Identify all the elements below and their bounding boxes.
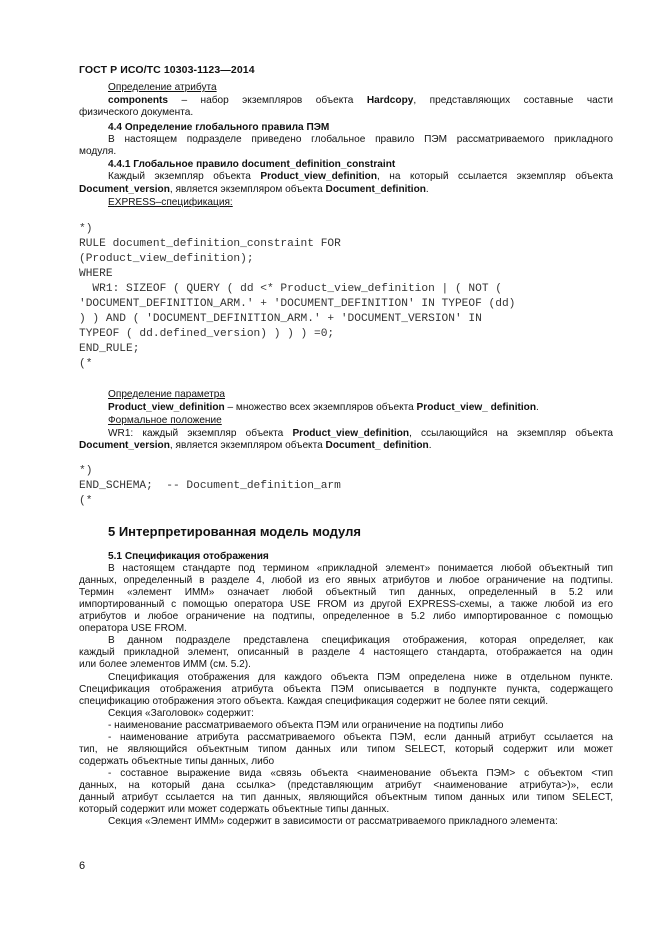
page-header: ГОСТ Р ИСО/ТС 10303-1123—2014 — [79, 64, 255, 76]
page-number: 6 — [79, 860, 86, 872]
section-5-title: 5 Интерпретированная модель модуля — [108, 524, 361, 539]
components-definition: components – набор экземпляров объекта Hardcopy, представляющих составные части — [108, 95, 613, 106]
body-line: оператора USE FROM. — [79, 623, 187, 635]
components-definition-cont: физического документа. — [79, 107, 194, 118]
body-line: - составное выражение вида «связь объекта <наименование объекта ПЭМ> с объектом <тип — [108, 767, 613, 779]
body-line: импортированный с помощью оператора USE FROM из другой EXPRESS-схемы, а также любой из его — [79, 599, 613, 611]
body-line: В настоящем стандарте под термином «прикладной элемент» понимается любой объектный тип — [108, 563, 613, 574]
body-line: - наименование атрибута рассматриваемого объекта ПЭМ, если данный атрибут ссылается на — [108, 731, 613, 743]
body-line: или более элементов ИММ (см. 5.2). — [79, 659, 251, 671]
body-line: каждый прикладной элемент, описанный в разделе 4 настоящего стандарта, отображается на один — [79, 647, 613, 659]
formal-statement-label: Формальное положение — [108, 415, 222, 426]
body-line: данных, определенный в разделе 4, любой из его явных атрибутов и любое ограничение на подтипы. — [79, 575, 613, 586]
body-line: Секция «Элемент ИММ» содержит в зависимости от рассматриваемого прикладного элемента: — [108, 816, 558, 827]
section-5-1-title: 5.1 Спецификация отображения — [108, 551, 269, 562]
body-line: Термин «элемент ИММ» означает любой объектный тип данных, определенный в 5.2 или — [79, 587, 613, 599]
body-line: В данном подразделе представлена спецификация отображения, которая определяет, как — [108, 635, 613, 647]
section-4-4-title: 4.4 Определение глобального правила ПЭМ — [108, 122, 330, 133]
formal-statement-cont: Document_version, является экземпляром объекта Document_ definition. — [79, 440, 432, 451]
section-4-4-1-title: 4.4.1 Глобальное правило document_definition_constraint — [108, 159, 396, 170]
body-line: спецификацию отображения этого объекта. Каждая спецификация содержит не более пяти секций. — [79, 695, 549, 707]
attribute-definition-label: Определение атрибута — [108, 82, 217, 93]
body-line: Спецификация отображения атрибута объекта ПЭМ описывается в подпункте пункта, содержащего — [79, 683, 613, 695]
body-line: который содержит или может содержать объектные типы данных. — [79, 804, 390, 815]
body-line: содержать объектные типы данных, либо — [79, 755, 275, 767]
rule-description-cont: Document_version, является экземпляром объекта Document_definition. — [79, 184, 429, 195]
body-line: - наименование рассматриваемого объекта ПЭМ или ограничение на подтипы либо — [108, 719, 504, 731]
formal-statement: WR1: каждый экземпляр объекта Product_view_definition, ссылающийся на экземпляр объекта — [108, 428, 614, 439]
express-code-block: *) RULE document_definition_constraint FOR (Product_view_definition); WHERE WR1: SIZEOF ( QUERY ( dd <* Product_view_definition | ( NOT ( 'DOCUMENT_DEFINITION_ARM.' + 'DOCUMENT_DEFINITION' IN TYPEOF (dd) ) ) AND ( 'DOCUMENT_DEFINITION_ARM.' + 'DOCUMENT_VERSION' IN TYPEOF ( dd.defined_version) ) ) ) =0; END_RULE; (* — [79, 223, 516, 370]
express-code-block-end: *) END_SCHEMA; -- Document_definition_arm (* — [79, 465, 341, 507]
rule-description: Каждый экземпляр объекта Product_view_definition, на который ссылается экземпляр объекта — [108, 171, 613, 182]
parameter-definition: Product_view_definition – множество всех экземпляров объекта Product_view_ definition. — [108, 402, 539, 413]
body-line: Секция «Заголовок» содержит: — [108, 707, 254, 719]
body-line: Спецификация отображения для каждого объекта ПЭМ определена ниже в отдельном пункте. — [108, 671, 613, 683]
section-4-4-text-cont: модуля. — [79, 146, 117, 157]
express-spec-label: EXPRESS–спецификация: — [108, 197, 233, 208]
body-line: данных, на который дана ссылка> (представляющим атрибут <наименование атрибута>)», если — [79, 779, 613, 791]
body-line: атрибутов и любое ограничение на подтипы, определенное в 5.2 либо импортированное с помощью — [79, 611, 613, 623]
body-line: тип, не являющийся объектным типом данных или типом SELECT, который содержит или может — [79, 743, 613, 755]
parameter-definition-label: Определение параметра — [108, 389, 225, 400]
body-line: данный атрибут ссылается на тип данных, являющийся объектным типом данных или типом SELECT, — [79, 792, 613, 803]
section-4-4-text: В настоящем подразделе приведено глобальное правило ПЭМ рассматриваемого прикладного — [108, 134, 613, 145]
